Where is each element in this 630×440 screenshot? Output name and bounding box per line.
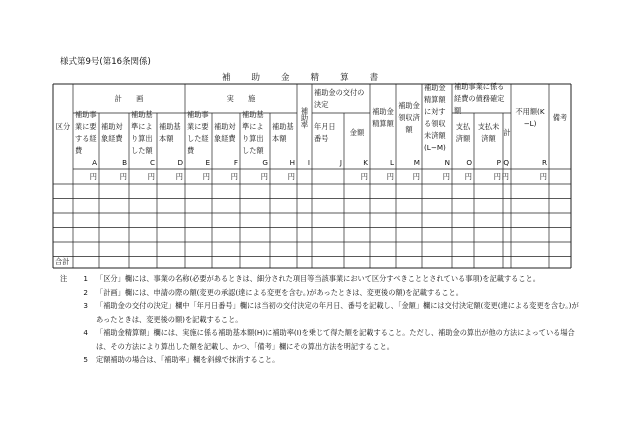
unit-label: 円	[260, 171, 268, 181]
unit-label: 円	[175, 171, 183, 181]
column-plan-2: 補助対象経費	[101, 121, 123, 143]
title-char: 精	[310, 73, 321, 83]
note-text: 「補助金精算額」欄には、実施に係る補助基本額(H)に補助率(I)を乗じて得た額を記載すること。ただし、補助金の算出が他の方法によっている場合は、その方法により算出した額を記載し、かつ、「備考」欄にその算出方法を明記すること。	[96, 328, 575, 351]
column-letter: K	[363, 158, 368, 167]
column-actual-3: 補助基準により算出した額	[242, 109, 264, 155]
unit-label: 円	[119, 171, 127, 181]
column-kei: 計	[503, 127, 511, 137]
column-group-saimu: 補助事業に係る経費の債務確定額	[454, 81, 505, 115]
unit-label: 円	[539, 171, 547, 181]
column-kingaku: 金額	[349, 127, 365, 137]
column-mishiharai: 支払未済額	[477, 121, 500, 143]
column-nengappi: 年月日番号	[314, 121, 336, 143]
unit-label: 円	[493, 171, 501, 181]
unit-label: 円	[287, 171, 295, 181]
unit-label: 円	[230, 171, 238, 181]
column-letter: L	[389, 158, 394, 167]
title-char: 算	[340, 73, 350, 83]
column-letter: O	[466, 158, 472, 167]
column-actual-1: 補助事業に要した経費	[187, 109, 209, 155]
column-letter: A	[92, 158, 97, 167]
column-letter: H	[289, 158, 295, 167]
note-number: 4	[83, 328, 88, 337]
note-text: 「補助金の交付の決定」欄中「年月日番号」欄には当初の交付決定の年月日、番号を記載し、「金額」欄には交付決定額(変更(達による変更を含む。)があったときは、変更後の額)を記載すること。	[96, 301, 579, 324]
unit-label: 円	[386, 171, 394, 181]
column-letter: C	[149, 158, 155, 167]
column-group-keikaku: 計 画	[114, 93, 144, 103]
column-plan-1: 補助事業に要する経費	[75, 109, 97, 155]
column-letter: I	[307, 158, 310, 167]
total-label: 合計	[55, 257, 70, 267]
unit-label: 円	[464, 171, 472, 181]
note-number: 3	[83, 301, 88, 310]
unit-label: 円	[501, 171, 509, 181]
column-plan-3: 補助基準により算出した額	[131, 109, 153, 155]
table-row	[55, 242, 569, 257]
title-char: 書	[369, 73, 380, 83]
column-letter: E	[205, 158, 210, 167]
notes-lead: 注	[60, 274, 68, 283]
title-char: 助	[251, 73, 262, 83]
note-item	[60, 286, 580, 300]
table-row	[55, 213, 569, 228]
column-hojoritsu: 補助率	[300, 107, 310, 129]
note-item	[60, 353, 580, 367]
column-kubun: 区分	[55, 121, 71, 131]
note-number: 2	[83, 287, 88, 297]
note-text: 「計画」欄には、申請の際の額(変更の承認(達による変更を含む。)があったときは、変更後の額)を記載すること。	[96, 287, 463, 297]
title-char: 補	[222, 73, 232, 83]
column-letter: F	[233, 158, 238, 167]
table-row	[55, 184, 569, 199]
column-letter: B	[122, 158, 127, 167]
column-letter: M	[413, 158, 420, 167]
note-number: 1	[83, 274, 88, 283]
form-number: 様式第9号(第16条関係)	[60, 57, 151, 67]
note-item	[60, 326, 580, 353]
column-plan-4: 補助基本額	[159, 121, 181, 143]
unit-label: 円	[147, 171, 155, 181]
column-seisangaku: 補助金精算額	[372, 107, 394, 128]
notes-section	[60, 272, 580, 367]
column-actual-2: 補助対象経費	[214, 121, 236, 143]
note-item	[60, 272, 580, 286]
table-row	[55, 228, 569, 243]
column-letter: P	[496, 158, 501, 167]
column-letter: J	[339, 158, 342, 167]
column-letter: D	[177, 158, 183, 167]
column-letter: G	[262, 158, 268, 167]
unit-label: 円	[442, 171, 450, 181]
column-ryoshuzumi: 補助金領収済額	[398, 101, 420, 134]
column-fuyo: 不用額(K−L)	[515, 107, 545, 128]
column-group-jisshi: 実 施	[226, 93, 256, 103]
column-group-kofu-kettei: 補助金の交付の決定	[314, 87, 365, 109]
unit-label: 円	[412, 171, 420, 181]
note-number: 5	[83, 355, 88, 364]
unit-label: 円	[89, 171, 97, 181]
note-text: 「区分」欄には、事業の名称(必要があるときは、細分された項目等当該事業において区分すべきこととされている事項)を記載すること。	[96, 274, 540, 283]
column-mizumi: 補助金精算額に対する領収未済額(L−M)	[424, 83, 446, 152]
note-item	[60, 299, 580, 326]
column-letter: Q	[503, 158, 509, 167]
column-shiharaizumi: 支払済額	[455, 121, 471, 143]
column-letter: N	[444, 158, 450, 167]
table-row	[55, 199, 569, 214]
unit-label: 円	[360, 171, 368, 181]
title-char: 金	[281, 73, 291, 83]
unit-label: 円	[202, 171, 210, 181]
column-biko: 備考	[552, 113, 568, 122]
column-letter: R	[542, 158, 547, 167]
note-text: 定額補助の場合は、「補助率」欄を斜線で抹消すること。	[96, 355, 280, 364]
column-actual-4: 補助基本額	[272, 121, 294, 143]
